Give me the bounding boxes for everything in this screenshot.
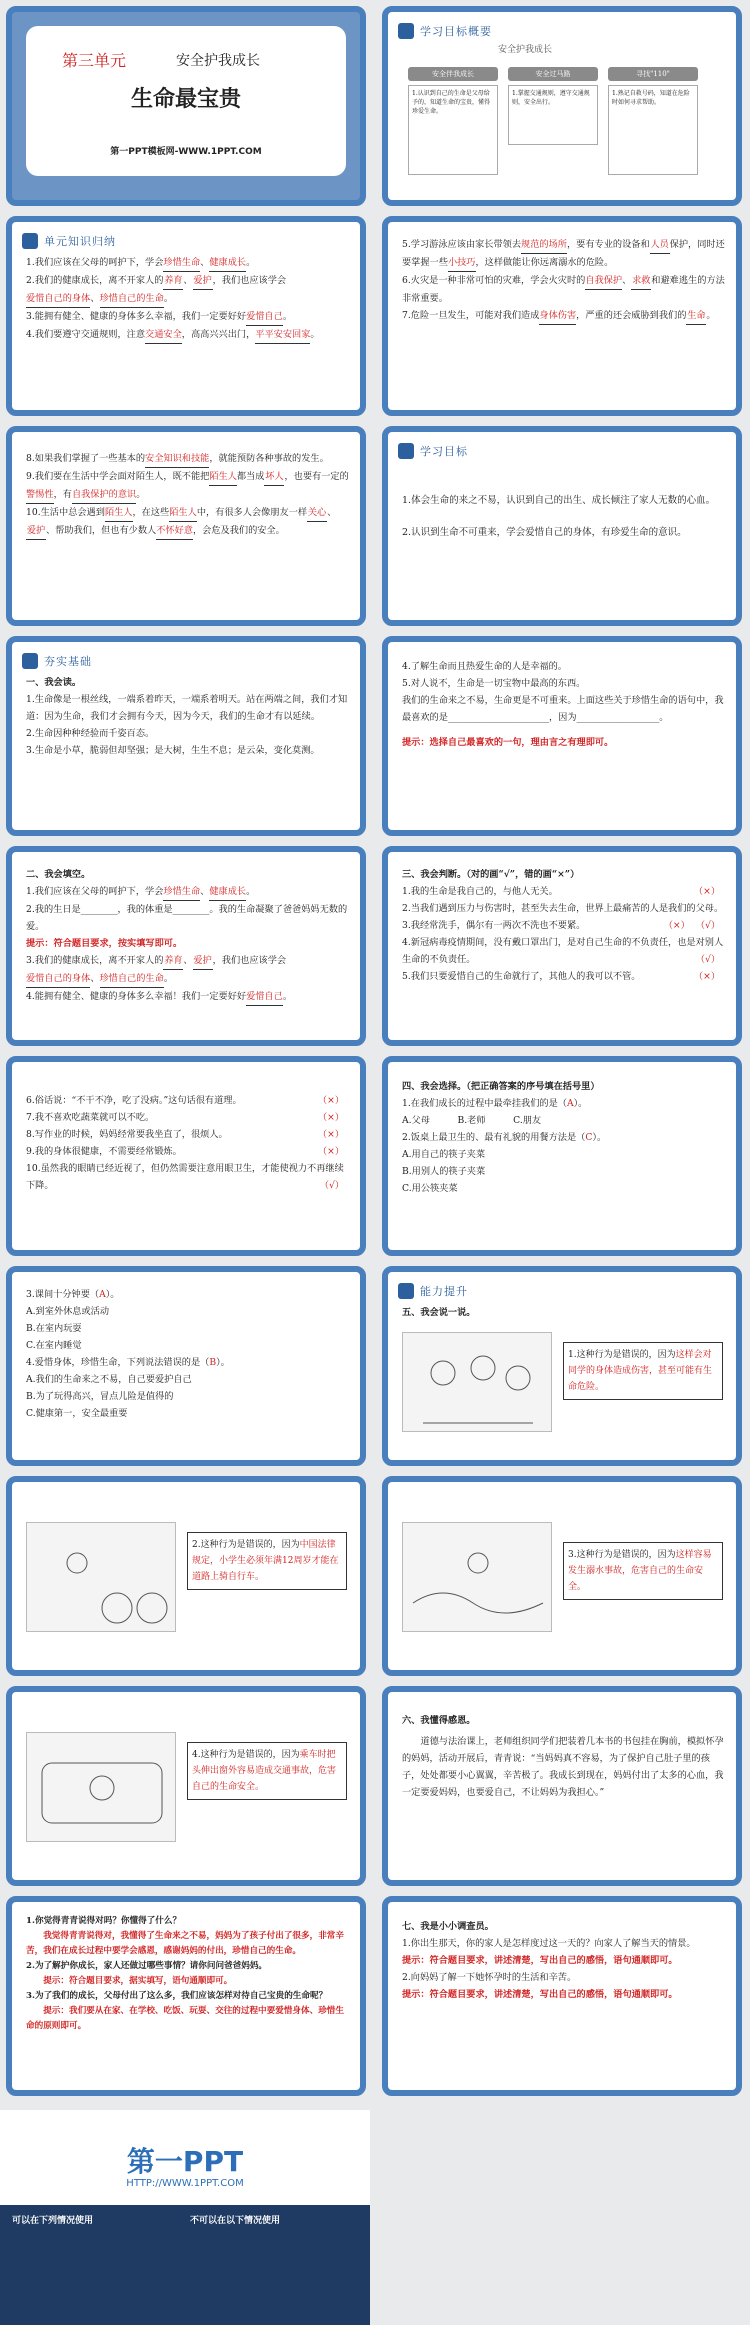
illustration-image: [26, 1732, 176, 1842]
goal-item: 1.体会生命的来之不易，认识到自己的出生、成长倾注了家人无数的心血。: [402, 495, 716, 506]
unit-title: 安全护我成长: [176, 53, 260, 69]
section-header: 学习目标概要: [420, 25, 492, 38]
footer-panel: [0, 2110, 370, 2325]
choose-slide: 四、我会选择。（把正确答案的序号填在括号里） 1.在我们成长的过程中最牵挂我们的是（A）。 A.父母 B.老师 C.朋友 2.饭桌上最卫生的、最有礼貌的用餐方法是（C）。 A.用自己的筷子夹菜 B.用别人的筷子夹菜 C.用公筷夹菜: [382, 1056, 742, 1256]
ability-slide: 能力提升 五、我会说一说。 1.这种行为是错误的，因为这样会对同学的身体造成伤害，甚至可能有生命危险。: [382, 1266, 742, 1466]
talk-slide-3: 3.这种行为是错误的，因为这样容易发生溺水事故，危害自己的生命安全。: [382, 1476, 742, 1676]
footer-url[interactable]: HTTP://WWW.1PPT.COM: [126, 2178, 244, 2189]
mindmap-node: 安全伴我成长: [408, 67, 498, 81]
learning-goal-slide: [382, 426, 742, 626]
cover-title: 生命最宝贵: [130, 86, 241, 112]
talk-slide-2: 2.这种行为是错误的，因为中国法律规定，小学生必须年满12周岁才能在道路上骑自行车。: [6, 1476, 366, 1676]
investigate-slide: 七、我是小小调查员。 1.你出生那天，你的家人是怎样度过这一天的？向家人了解当天的情景。 提示：符合题目要求，讲述清楚，写出自己的感悟，语句通顺即可。 2.向妈妈了解一下她怀孕时的生活和辛苦。 提示：符合题目要求，讲述清楚，写出自己的感悟，语句通顺即可。: [382, 1896, 742, 2096]
talk-slide-4: 4.这种行为是错误的，因为乘车时把头伸出窗外容易造成交通事故，危害自己的生命安全。: [6, 1686, 366, 1886]
section-header: 能力提升: [420, 1285, 468, 1298]
choose-slide-2: 3.课间十分钟要（A）。 A.到室外休息或活动 B.在室内玩耍 C.在室内睡觉 4.爱惜身体，珍惜生命，下列说法错误的是（B）。 A.我们的生命来之不易，自己要爱护自己 B.为了玩得高兴，冒点儿险是值得的 C.健康第一，安全最重要: [6, 1266, 366, 1466]
footer-logo: 第一PPT: [126, 2145, 244, 2178]
basics-slide-2: 4.了解生命而且热爱生命的人是幸福的。 5.对人说不，生命是一切宝物中最高的东西。 我们的生命来之不易，生命更是不可重来。上面这些关于珍惜生命的语句中，我最喜欢的是______________________，因为__________________。 提示：选择自己最喜欢的一句，理由言之有理即可。: [382, 636, 742, 836]
feel-slide: 六、我懂得感恩。 道德与法治课上，老师组织同学们把装着几本书的书包挂在胸前，模拟怀孕的妈妈，活动开展后，青青说：“当妈妈真不容易，为了保护自己肚子里的孩子，处处都要小心翼翼，辛苦极了。我成长到现在，妈妈付出了太多的心血，我一定要爱妈妈，也要爱自己，不让妈妈为我担心。”: [382, 1686, 742, 1886]
footer-left-heading: 可以在下列情况使用: [12, 2216, 94, 2226]
illustration-image: [26, 1522, 176, 1632]
mindmap-leaf: 1.认识到自己的生命是父母给予的，知道生命的宝贵，懂得珍爱生命。: [408, 85, 498, 175]
mindmap-leaf: 1.熟记自救号码，知道在危险时如何寻求帮助。: [608, 85, 698, 175]
section-header: 夯实基础: [44, 655, 92, 668]
unit-label: 第三单元: [62, 51, 127, 70]
judge-slide: 三、我会判断。（对的画“√”，错的画“×”） 1.我的生命是我自己的，与他人无关。 （×） 2.当我们遇到压力与伤害时，甚至失去生命，世界上最痛苦的人是我们的父母。 （√） 3.我经常洗手，偶尔有一两次不洗也不要紧。 （×） 4.新冠病毒疫情期间，没有戴口罩出门，是对自己生命的不负责任，也是对别人生命的不负责任。 （√） 5.我们只要爱惜自己的生命就行了，其他人的我可以不管。 （×）: [382, 846, 742, 1046]
mindmap-leaf: 1.掌握交通规则，遵守交通规则，安全出行。: [508, 85, 598, 145]
basics-slide: 夯实基础 一、我会读。 1.生命像是一根丝线，一端系着昨天，一端系着明天。站在两端之间，我们才知道：因为生命，我们才会拥有今天，因为今天，我们的生命才有以延续。 2.生命因种种经验而千姿百态。 3.生命是小草，脆弱但却坚强；是大树，生生不息；是云朵，变化莫测。: [6, 636, 366, 836]
mindmap-node: 安全过马路: [508, 67, 598, 81]
question-slide: 1.你觉得青青说得对吗？你懂得了什么？ 我觉得青青说得对，我懂得了生命来之不易，妈妈为了孩子付出了很多，非常辛苦，我们在成长过程中要学会感恩，感谢妈妈的付出，珍惜自己的生命。 2.为了解护你成长，家人还做过哪些事情？请你问问爸爸妈妈。 提示：符合题目要求，据实填写，语句通顺即可。 3.为了我们的成长，父母付出了这么多，我们应该怎样对待自己宝贵的生命呢？ 提示：我们要从在家、在学校、吃饭、玩耍、交往的过程中要爱惜身体、珍惜生命的原则即可。: [6, 1896, 366, 2096]
illustration-image: [402, 1522, 552, 1632]
mindmap-title: 安全护我成长: [498, 45, 553, 55]
footer-right-heading: 不可以在以下情况使用: [190, 2216, 281, 2226]
cover-site: 第一PPT模板网-WWW.1PPT.COM: [110, 147, 262, 157]
judge-slide-2: 6.俗话说：“不干不净，吃了没病。”这句话很有道理。 （×） 7.我不喜欢吃蔬菜就可以不吃。 （×） 8.写作业的时候，妈妈经常要我坐直了，很烦人。 （×） 9.我的身体很健康，不需要经常锻炼。 （×） 10.虽然我的眼睛已经近视了，但仍然需要注意用眼卫生，才能使视力不再继续下降。 （√）: [6, 1056, 366, 1256]
unit-knowledge-slide: 单元知识归纳 1.我们应该在父母的呵护下，学会珍惜生命、健康成长。 2.我们的健康成长，离不开家人的养育、爱护，我们也应该学会爱惜自己的身体、珍惜自己的生命。 3.能拥有健全、健康的身体多么幸福，我们一定要好好爱惜自己。 4.我们要遵守交通规则，注意交通安全，高高兴兴出门，平平安安回家。: [6, 216, 366, 416]
fill-slide: 二、我会填空。 1.我们应该在父母的呵护下，学会珍惜生命、健康成长。 2.我的生日是________，我的体重是________。我的生命凝聚了爸爸妈妈无数的爱。 提示：符合题目要求，按实填写即可。 3.我们的健康成长，离不开家人的养育、爱护，我们也应该学会爱惜自己的身体、珍惜自己的生命。 4.能拥有健全、健康的身体多么幸福！我们一定要好好爱惜自己。: [6, 846, 366, 1046]
illustration-image: [402, 1332, 552, 1432]
cover-slide: [6, 6, 366, 206]
unit-knowledge-slide-2: 5.学习游泳应该由家长带领去规范的场所，要有专业的设备和人员保护，同时还要掌握一些小技巧，这样做能让你远离溺水的危险。 6.火灾是一种非常可怕的灾难，学会火灾时的自我保护、求救和避难逃生的方法非常重要。 7.危险一旦发生，可能对我们造成身体伤害，严重的还会威胁到我们的生命。: [382, 216, 742, 416]
section-header: 单元知识归纳: [44, 235, 116, 248]
goal-item: 2.认识到生命不可重来，学会爱惜自己的身体，有珍爱生命的意识。: [402, 527, 687, 538]
unit-knowledge-slide-3: 8.如果我们掌握了一些基本的安全知识和技能，就能预防各种事故的发生。 9.我们要在生活中学会面对陌生人，既不能把陌生人都当成坏人，也要有一定的警惕性，有自我保护的意识。 10.生活中总会遇到陌生人，在这些陌生人中，有很多人会像朋友一样关心、爱护、帮助我们，但也有少数人不怀好意，会危及我们的安全。: [6, 426, 366, 626]
mindmap-node: 寻找"110": [608, 67, 698, 81]
goal-overview-slide: [382, 6, 742, 206]
section-header: 学习目标: [420, 445, 468, 458]
